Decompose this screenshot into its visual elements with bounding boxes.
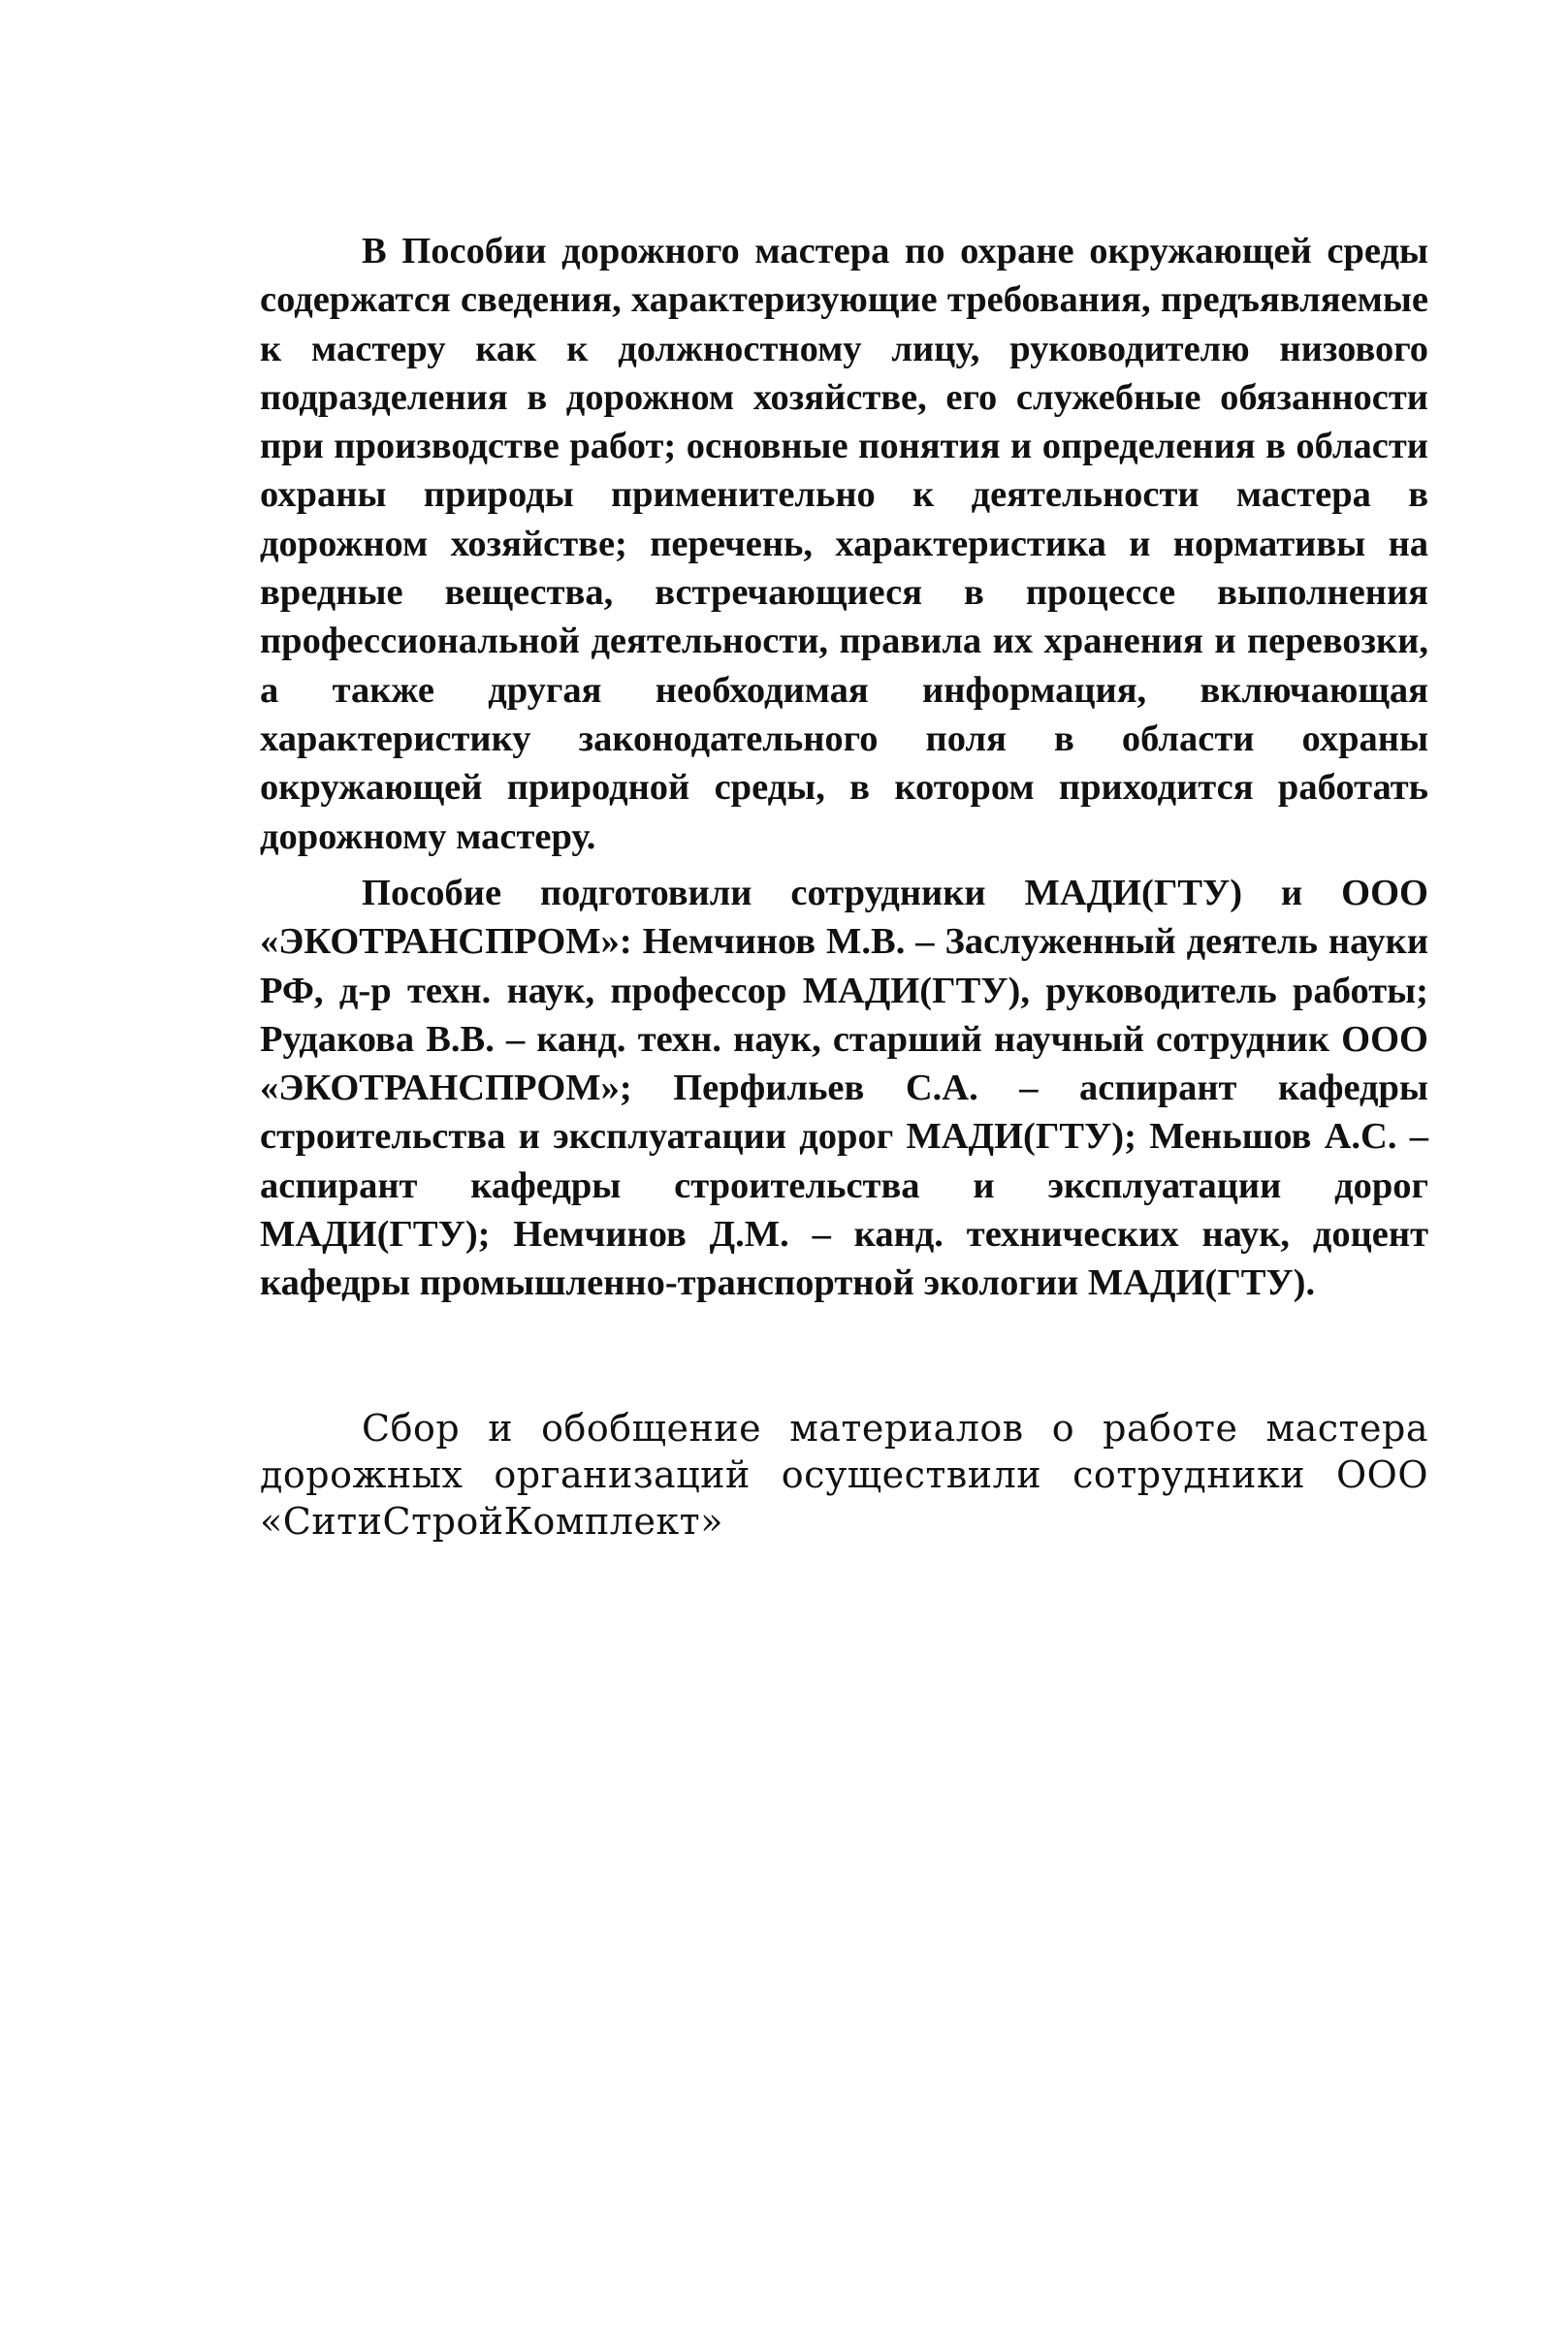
paragraph-text: Сбор и обобщение материалов о работе мастера дорожных организаций осуществили сотрудники ООО «СитиСтройКомплект» [260,1407,1428,1543]
paragraph-text: В Пособии дорожного мастера по охране окружающей среды содержатся сведения, характеризующие требования, предъявляемые к мастеру как к должностному лицу, руководителю низового подразделения в дорожном хозяйстве, его служебные обязанности при производстве работ; основные понятия и определения в области охраны природы применительно к деятельности мастера в дорожном хозяйстве; перечень, характеристика и нормативы на вредные вещества, встречающиеся в процессе выполнения профессиональной деятельности, правила их хранения и перевозки, а также другая необходимая информация, включающая характеристику законодательного поля в области охраны окружающей природной среды, в котором приходится работать дорожному мастеру. [260,231,1428,857]
paragraph-description [260,227,1428,861]
paragraph-materials-credit [260,1405,1428,1545]
paragraph-text: Пособие подготовили сотрудники МАДИ(ГТУ) и ООО «ЭКОТРАНСПРОМ»: Немчинов М.В. – Заслуженный деятель науки РФ, д-р техн. наук, профессор МАДИ(ГТУ), руководитель работы; Рудакова В.В. – канд. техн. наук, старший научный сотрудник ООО «ЭКОТРАНСПРОМ»; Перфильев С.А. – аспирант кафедры строительства и эксплуатации дорог МАДИ(ГТУ); Меньшов А.С. – аспирант кафедры строительства и эксплуатации дорог МАДИ(ГТУ); Немчинов Д.М. – канд. технических наук, доцент кафедры промышленно-транспортной экологии МАДИ(ГТУ). [260,873,1428,1304]
paragraph-authors [260,869,1428,1308]
